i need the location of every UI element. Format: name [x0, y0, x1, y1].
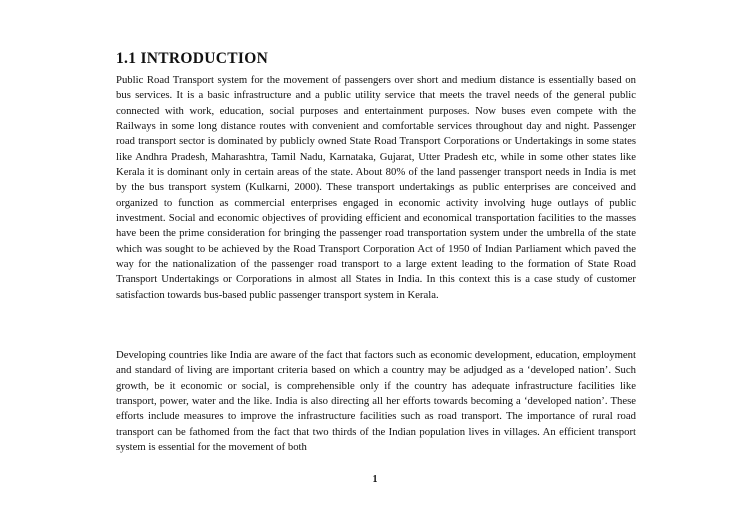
- page-number: 1: [372, 474, 378, 485]
- paragraph-introduction-1: Public Road Transport system for the movement of passengers over short and medium distance is essentially based on bus services. It is a basic infrastructure and a public utility service that meets the travel needs of the general public connected with work, education, social purposes and entertainment purposes. Now buses even compete with the Railways in some long distance routes with convenient and comfortable services throughout day and night. Passenger road transport sector is dominated by publicly owned State Road Transport Corporations or Undertakings in some states like Andhra Pradesh, Maharashtra, Tamil Nadu, Karnataka, Gujarat, Utter Pradesh etc, while in some other states like Kerala it is dominant only in certain areas of the state. About 80% of the land passenger transport needs in India is met by the bus transport system (Kulkarni, 2000). These transport undertakings as public enterprises are conceived and organized to function as commercial enterprises engaged in economic activity involving huge outlays of public investment. Social and economic objectives of providing efficient and economical transportation facilities to the masses have been the prime consideration for bringing the passenger road transportation system under the umbrella of the state which was sought to be achieved by the Road Transport Corporation Act of 1950 of Indian Parliament which paved the way for the nationalization of the passenger road transport to a large extent leading to the formation of State Road Transport Undertakings or Corporations in almost all States in India. In this context this is a case study of customer satisfaction towards bus-based public passenger transport system in Kerala.: [116, 74, 636, 301]
- section-heading: 1.1 INTRODUCTION: [116, 50, 269, 67]
- paragraph-introduction-2: Developing countries like India are aware of the fact that factors such as economic development, education, employment and standard of living are important criteria based on which a country may be adjudged as a ‘developed nation’. Such growth, be it economic or social, is comprehensible only if the country has adequate infrastructure facilities like transport, power, water and the like. India is also directing all her efforts towards becoming a ‘developed nation’. These efforts include measures to improve the infrastructure facilities such as road transport. The importance of rural road transport can be fathomed from the fact that two thirds of the Indian population lives in villages. An efficient transport system is essential for the movement of both: [116, 349, 636, 454]
